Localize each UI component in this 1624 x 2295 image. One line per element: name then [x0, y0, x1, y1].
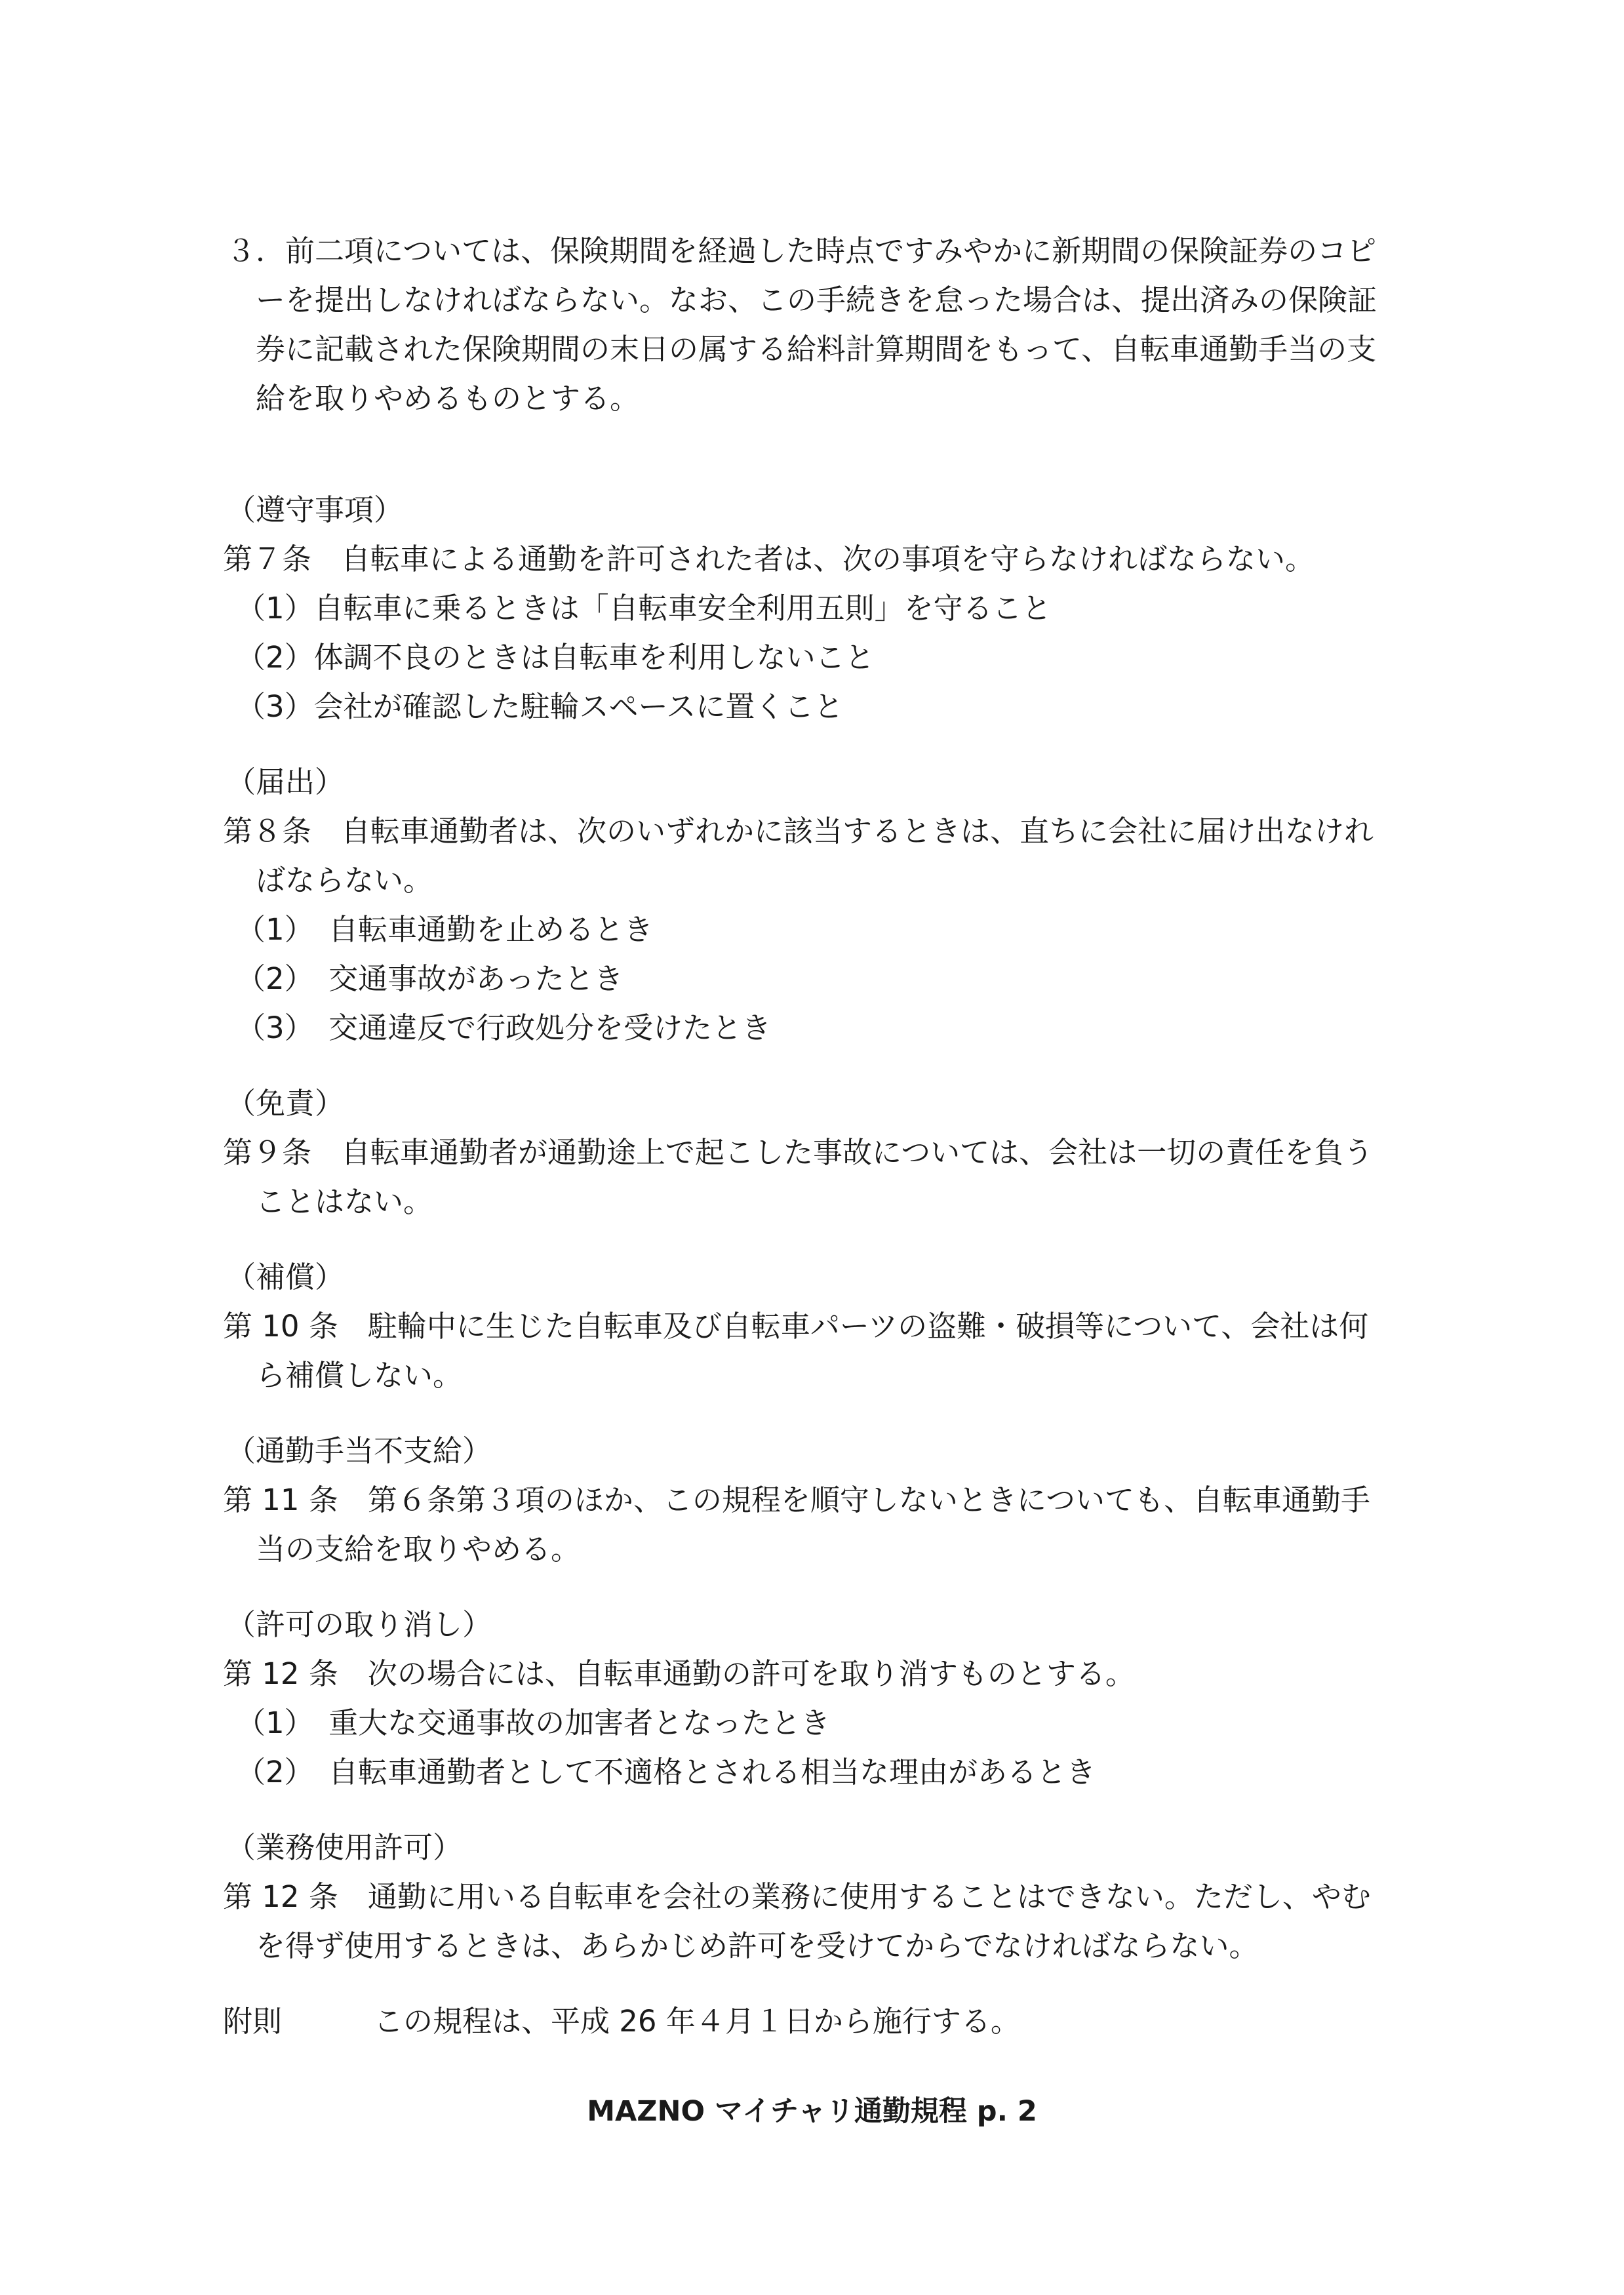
- list-item: （1） 重大な交通事故の加害者となったとき: [236, 1706, 831, 1740]
- section-heading: （届出）: [226, 765, 345, 799]
- article-title: 第８条 自転車通勤者は、次のいずれかに該当するときは、直ちに会社に届け出なけれ: [223, 814, 1374, 848]
- list-item: （1） 自転車通勤を止めるとき: [236, 912, 654, 947]
- article-title: 第 10 条 駐輪中に生じた自転車及び自転車パーツの盗難・破損等について、会社は何: [223, 1309, 1369, 1344]
- page-footer: MAZNO マイチャリ通勤規程 p. 2: [587, 2095, 1037, 2128]
- article-title-continued: ばならない。: [256, 863, 433, 898]
- article-title-continued: 当の支給を取りやめる。: [256, 1532, 581, 1567]
- section-heading: （業務使用許可）: [226, 1830, 463, 1865]
- list-item: （3）会社が確認した駐輪スペースに置くこと: [236, 689, 844, 724]
- clause-3-line: ３．前二項については、保険期間を経過した時点ですみやかに新期間の保険証券のコピ: [226, 233, 1377, 268]
- article-title: 第９条 自転車通勤者が通勤途上で起こした事故については、会社は一切の責任を負う: [223, 1135, 1374, 1170]
- supplementary-text: この規程は、平成 26 年４月１日から施行する。: [374, 2004, 1020, 2039]
- supplementary-label: 附則: [223, 2004, 283, 2039]
- article-title-continued: ら補償しない。: [256, 1358, 463, 1393]
- list-item: （2） 交通事故があったとき: [236, 961, 624, 996]
- clause-3-line: 給を取りやめるものとする。: [256, 381, 640, 416]
- section-heading: （通勤手当不支給）: [226, 1433, 492, 1468]
- list-item: （3） 交通違反で行政処分を受けたとき: [236, 1010, 772, 1045]
- clause-3-line: ーを提出しなければならない。なお、この手続きを怠った場合は、提出済みの保険証: [256, 283, 1377, 317]
- section-heading: （免責）: [226, 1086, 345, 1121]
- section-heading: （遵守事項）: [226, 492, 404, 527]
- article-title: 第 12 条 次の場合には、自転車通勤の許可を取り消すものとする。: [223, 1656, 1135, 1691]
- article-title: 第 12 条 通勤に用いる自転車を会社の業務に使用することはできない。ただし、やむ: [223, 1879, 1371, 1914]
- article-title-continued: を得ず使用するときは、あらかじめ許可を受けてからでなければならない。: [256, 1928, 1259, 1963]
- article-title-continued: ことはない。: [256, 1184, 433, 1219]
- clause-3-line: 券に記載された保険期間の末日の属する給料計算期間をもって、自転車通勤手当の支: [256, 332, 1377, 367]
- list-item: （2）体調不良のときは自転車を利用しないこと: [236, 640, 875, 675]
- article-title: 第７条 自転車による通勤を許可された者は、次の事項を守らなければならない。: [223, 542, 1315, 576]
- section-heading: （補償）: [226, 1260, 345, 1294]
- list-item: （2） 自転車通勤者として不適格とされる相当な理由があるとき: [236, 1755, 1096, 1789]
- article-title: 第 11 条 第６条第３項のほか、この規程を順守しないときについても、自転車通勤手: [223, 1483, 1370, 1517]
- section-heading: （許可の取り消し）: [226, 1607, 492, 1642]
- list-item: （1）自転車に乗るときは「自転車安全利用五則」を守ること: [236, 591, 1052, 626]
